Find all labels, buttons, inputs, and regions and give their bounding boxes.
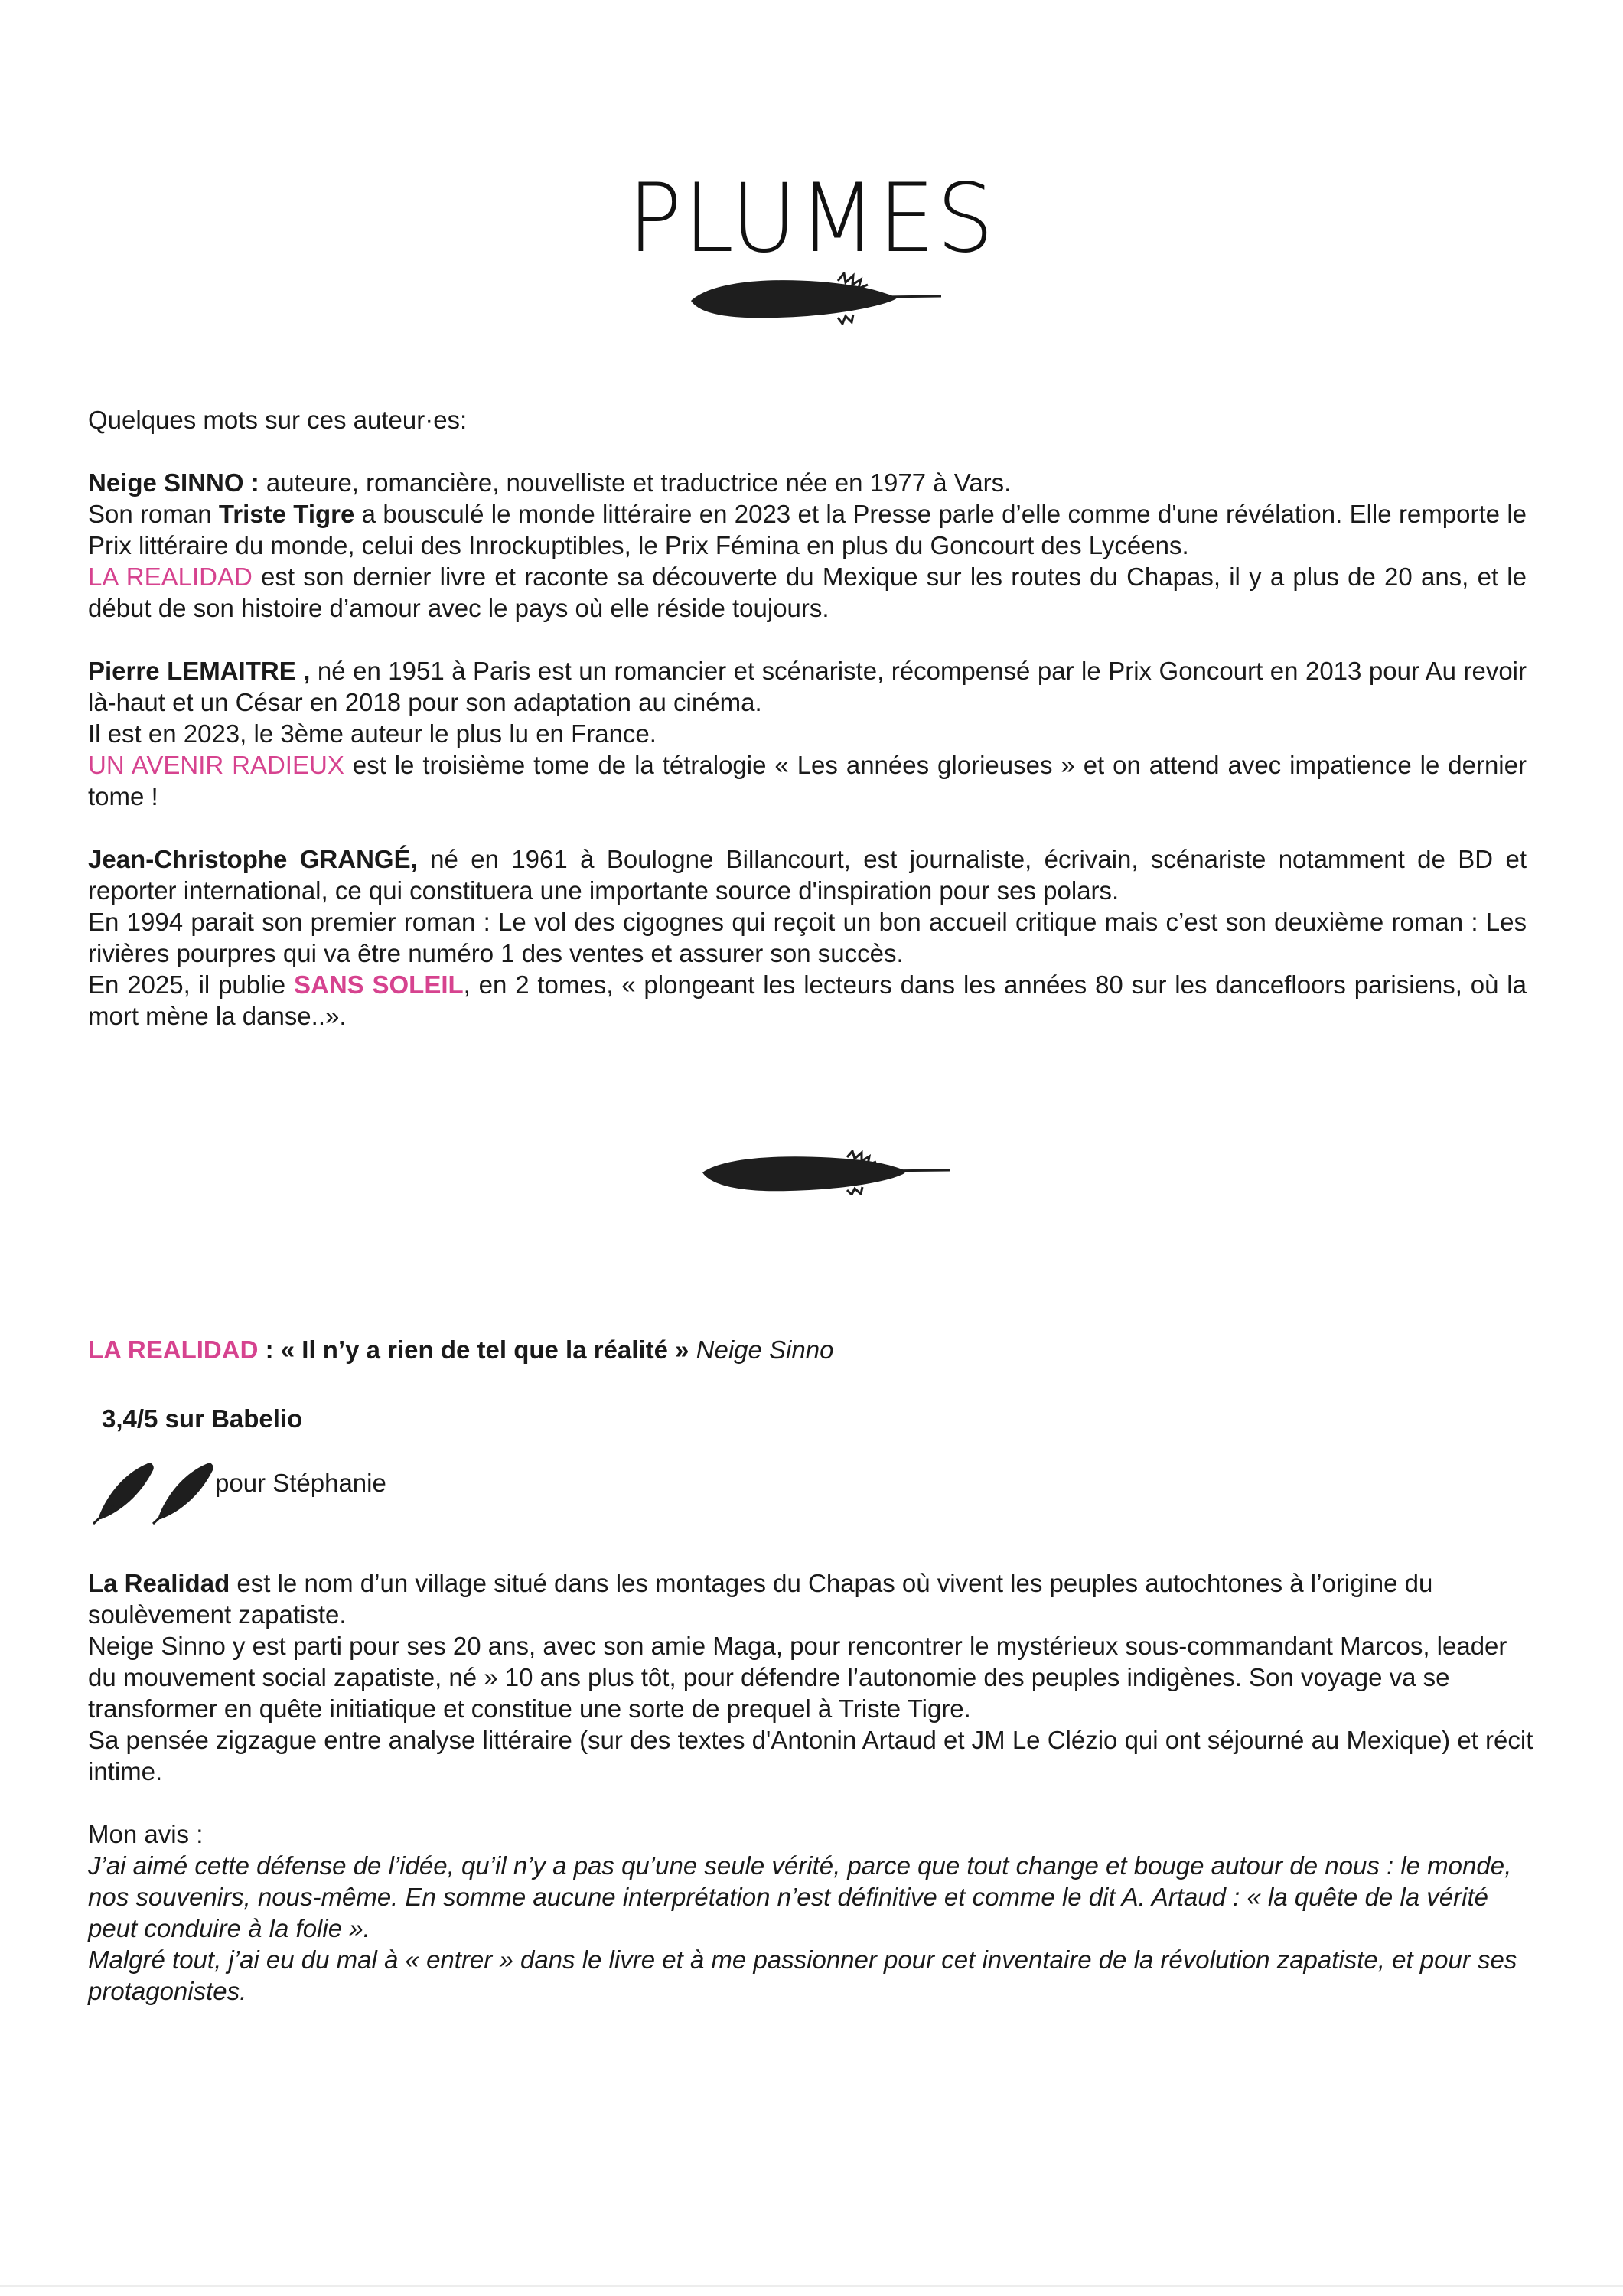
reviewer-name: pour Stéphanie (215, 1469, 386, 1497)
summary-text: est le nom d’un village situé dans les montages du Chapas où vivent les peuples autochtones à l’origine du soulèvement zapatiste. (88, 1569, 1433, 1629)
featured-book-text: est son dernier livre et raconte sa découverte du Mexique sur les routes du Chapas, il y a plus de 20 ans, et le début de son histoire d’amour avec le pays où elle réside toujours. (88, 563, 1527, 622)
author-desc: né en 1951 à Paris est un romancier et scénariste, récompensé par le Prix Goncourt en 2013 pour Au revoir là-haut et un César en 2018 pour son adaptation au cinéma. (88, 657, 1527, 716)
featured-book-title: SANS SOLEIL (293, 970, 464, 999)
opinion-label: Mon avis : (88, 1820, 204, 1848)
masthead (0, 162, 1623, 274)
rating: 3,4/5 sur Babelio (102, 1404, 303, 1433)
featured-book-title: UN AVENIR RADIEUX (88, 751, 344, 779)
author-name: Pierre LEMAITRE , (88, 657, 311, 685)
author-name: Jean-Christophe GRANGÉ, (88, 845, 418, 873)
review-quote: : « Il n’y a rien de tel que la réalité » (258, 1336, 689, 1364)
feather-icon-divider (698, 1150, 954, 1195)
author-text: En 1994 parait son premier roman : Le vol des cigognes qui reçoit un bon accueil critique mais c’est son deuxième roman : Les rivières pourpres qui va être numéro 1 des ventes et assurer son succès. (88, 908, 1527, 967)
authors-section (88, 404, 1527, 1032)
author-text: a bousculé le monde littéraire en 2023 et la Presse parle d’elle comme d'une révélation. Elle remporte le Prix littéraire du monde, celui des Inrockuptibles, le Prix Fémina en plus du Goncourt des Lycéens. (88, 500, 1527, 559)
author-block-sinno (88, 467, 1527, 624)
review-body (88, 1567, 1538, 2007)
reviewer-row (90, 1458, 549, 1527)
summary-text: Neige Sinno y est parti pour ses 20 ans, avec son amie Maga, pour rencontrer le mystérieux sous-commandant Marcos, leader du mouvement social zapatiste, né » 10 ans plus tôt, pour défendre l’autonomie des peuples indigènes. Son voyage va se transformer en quête initiatique et constitue une sorte de prequel à Triste Tigre. (88, 1632, 1507, 1723)
summary-title: La Realidad (88, 1569, 230, 1597)
featured-book-text: , en 2 tomes, « plongeant les lecteurs dans les années 80 sur les dancefloors parisiens, où la mort mène la danse..». (88, 970, 1527, 1030)
feather-icon-header (685, 272, 945, 325)
opinion-text: J’ai aimé cette défense de l’idée, qu’il n’y a pas qu’une seule vérité, parce que tout change et bouge autour de nous : le monde, nos souvenirs, nous-même. En somme aucune interprétation n’est définitive et comme le dit A. Artaud : « la quête de la vérité peut conduire à la folie ». (88, 1851, 1512, 1942)
review-heading (88, 1334, 833, 1365)
feather-icon-rating-2 (150, 1458, 217, 1525)
author-desc: né en 1961 à Boulogne Billancourt, est journaliste, écrivain, scénariste notamment de BD et reporter international, ce qui constituera une importante source d'inspiration pour ses polars. (88, 845, 1527, 905)
featured-book-title: LA REALIDAD (88, 563, 253, 591)
author-desc: auteure, romancière, nouvelliste et traductrice née en 1977 à Vars. (259, 468, 1012, 497)
featured-book-text: est le troisième tome de la tétralogie « Les années glorieuses » et on attend avec impatience le dernier tome ! (88, 751, 1527, 810)
book-title: Triste Tigre (218, 500, 355, 528)
feather-icon-rating-1 (90, 1458, 158, 1525)
opinion-text: Malgré tout, j’ai eu du mal à « entrer » dans le livre et à me passionner pour cet inventaire de la révolution zapatiste, et pour ses protagonistes. (88, 1945, 1517, 2005)
review-author: Neige Sinno (689, 1336, 834, 1364)
page-title: PLUMES (627, 162, 996, 274)
author-name: Neige SINNO : (88, 468, 259, 497)
author-block-grange (88, 843, 1527, 1032)
author-text: Il est en 2023, le 3ème auteur le plus lu en France. (88, 719, 657, 748)
summary-text: Sa pensée zigzague entre analyse littéraire (sur des textes d'Antonin Artaud et JM Le Clézio qui ont séjourné au Mexique) et récit intime. (88, 1726, 1533, 1786)
review-book-title: LA REALIDAD (88, 1336, 259, 1364)
author-text: En 2025, il publie (88, 970, 294, 999)
page-bottom-edge (0, 2285, 1623, 2287)
intro-text: Quelques mots sur ces auteur·es: (88, 406, 468, 434)
author-text: Son roman (88, 500, 219, 528)
author-block-lemaitre (88, 655, 1527, 812)
